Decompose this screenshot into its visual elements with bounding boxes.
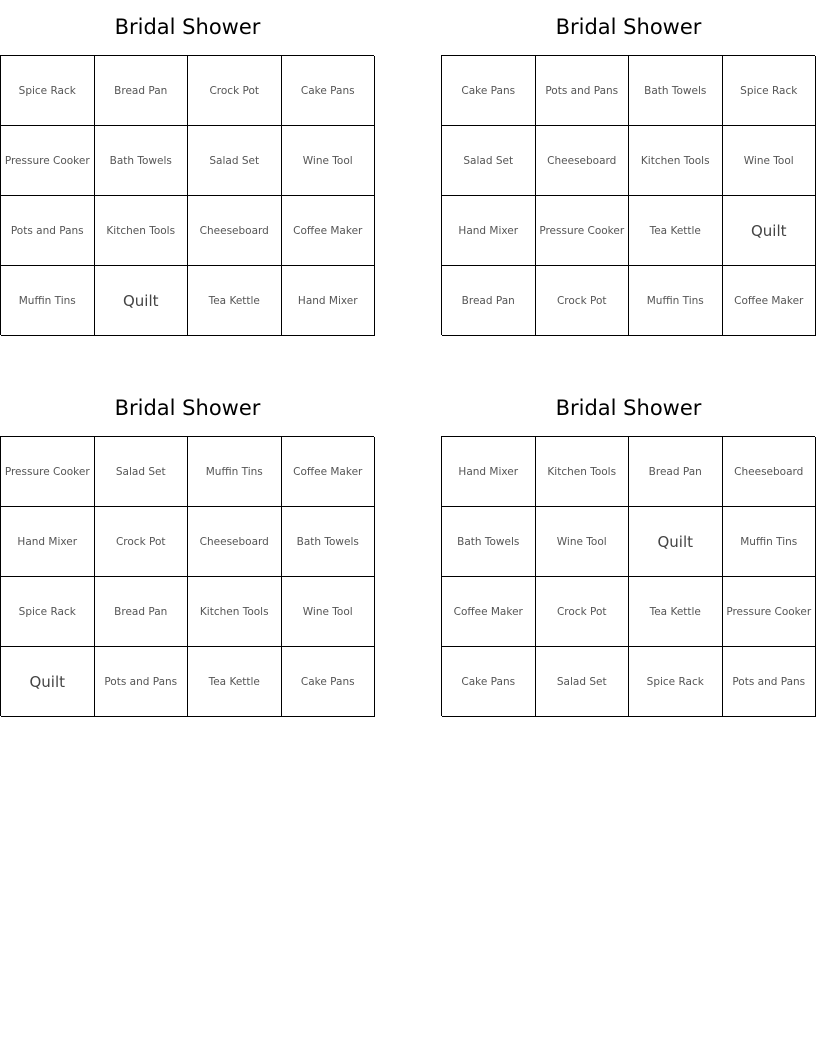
- bingo-cell: Coffee Maker: [442, 577, 536, 647]
- bingo-cell: Kitchen Tools: [95, 196, 189, 266]
- bingo-cell: Tea Kettle: [188, 647, 282, 717]
- card-title: Bridal Shower: [555, 15, 702, 39]
- bingo-cell: Bath Towels: [442, 507, 536, 577]
- bingo-cell: Cheeseboard: [188, 196, 282, 266]
- bingo-grid: [0, 55, 374, 335]
- bingo-grid: [441, 436, 815, 716]
- bingo-cell: Muffin Tins: [1, 266, 95, 336]
- bingo-cell: Wine Tool: [536, 507, 630, 577]
- bingo-cell: Cake Pans: [282, 647, 376, 717]
- bingo-cell: Pressure Cooker: [723, 577, 816, 647]
- bingo-cell: Cheeseboard: [723, 437, 816, 507]
- bingo-cell: Pots and Pans: [536, 56, 630, 126]
- bingo-cell: Spice Rack: [1, 577, 95, 647]
- bingo-cell: Spice Rack: [723, 56, 816, 126]
- bingo-cell: Bread Pan: [629, 437, 723, 507]
- bingo-cell: Spice Rack: [629, 647, 723, 717]
- bingo-cell: Coffee Maker: [282, 196, 376, 266]
- bingo-cell: Pressure Cooker: [1, 126, 95, 196]
- bingo-cell: Hand Mixer: [442, 437, 536, 507]
- bingo-cell: Muffin Tins: [188, 437, 282, 507]
- bingo-cell: Hand Mixer: [442, 196, 536, 266]
- bingo-cell: Pressure Cooker: [1, 437, 95, 507]
- bingo-cell: Salad Set: [95, 437, 189, 507]
- free-cell: Quilt: [629, 507, 723, 577]
- bingo-cell: Coffee Maker: [282, 437, 376, 507]
- bingo-cell: Tea Kettle: [629, 196, 723, 266]
- card-title: Bridal Shower: [555, 396, 702, 420]
- free-cell: Quilt: [95, 266, 189, 336]
- bingo-cell: Pots and Pans: [723, 647, 816, 717]
- bingo-cell: Bread Pan: [95, 577, 189, 647]
- bingo-cell: Bath Towels: [282, 507, 376, 577]
- bingo-cell: Pressure Cooker: [536, 196, 630, 266]
- bingo-cell: Cheeseboard: [188, 507, 282, 577]
- bingo-cell: Wine Tool: [282, 126, 376, 196]
- card-title: Bridal Shower: [114, 15, 261, 39]
- bingo-cell: Cake Pans: [442, 647, 536, 717]
- bingo-cell: Crock Pot: [188, 56, 282, 126]
- bingo-cell: Bath Towels: [629, 56, 723, 126]
- bingo-cell: Coffee Maker: [723, 266, 816, 336]
- bingo-grid: [0, 436, 374, 716]
- bingo-cell: Tea Kettle: [188, 266, 282, 336]
- bingo-cell: Salad Set: [442, 126, 536, 196]
- bingo-cell: Pots and Pans: [95, 647, 189, 717]
- bingo-cell: Cake Pans: [442, 56, 536, 126]
- bingo-grid: [441, 55, 815, 335]
- bingo-cell: Bread Pan: [95, 56, 189, 126]
- card-title: Bridal Shower: [114, 396, 261, 420]
- bingo-cell: Kitchen Tools: [188, 577, 282, 647]
- free-cell: Quilt: [1, 647, 95, 717]
- bingo-cell: Kitchen Tools: [536, 437, 630, 507]
- bingo-cell: Wine Tool: [282, 577, 376, 647]
- bingo-cell: Cake Pans: [282, 56, 376, 126]
- bingo-cell: Tea Kettle: [629, 577, 723, 647]
- bingo-cell: Cheeseboard: [536, 126, 630, 196]
- bingo-cell: Hand Mixer: [1, 507, 95, 577]
- free-cell: Quilt: [723, 196, 816, 266]
- bingo-cell: Crock Pot: [536, 266, 630, 336]
- bingo-cell: Salad Set: [536, 647, 630, 717]
- bingo-cell: Pots and Pans: [1, 196, 95, 266]
- bingo-cell: Salad Set: [188, 126, 282, 196]
- bingo-cell: Hand Mixer: [282, 266, 376, 336]
- bingo-cell: Kitchen Tools: [629, 126, 723, 196]
- bingo-cell: Crock Pot: [95, 507, 189, 577]
- bingo-cell: Muffin Tins: [723, 507, 816, 577]
- bingo-cell: Wine Tool: [723, 126, 816, 196]
- bingo-cell: Muffin Tins: [629, 266, 723, 336]
- bingo-cell: Crock Pot: [536, 577, 630, 647]
- bingo-cell: Bath Towels: [95, 126, 189, 196]
- bingo-cell: Bread Pan: [442, 266, 536, 336]
- bingo-cell: Spice Rack: [1, 56, 95, 126]
